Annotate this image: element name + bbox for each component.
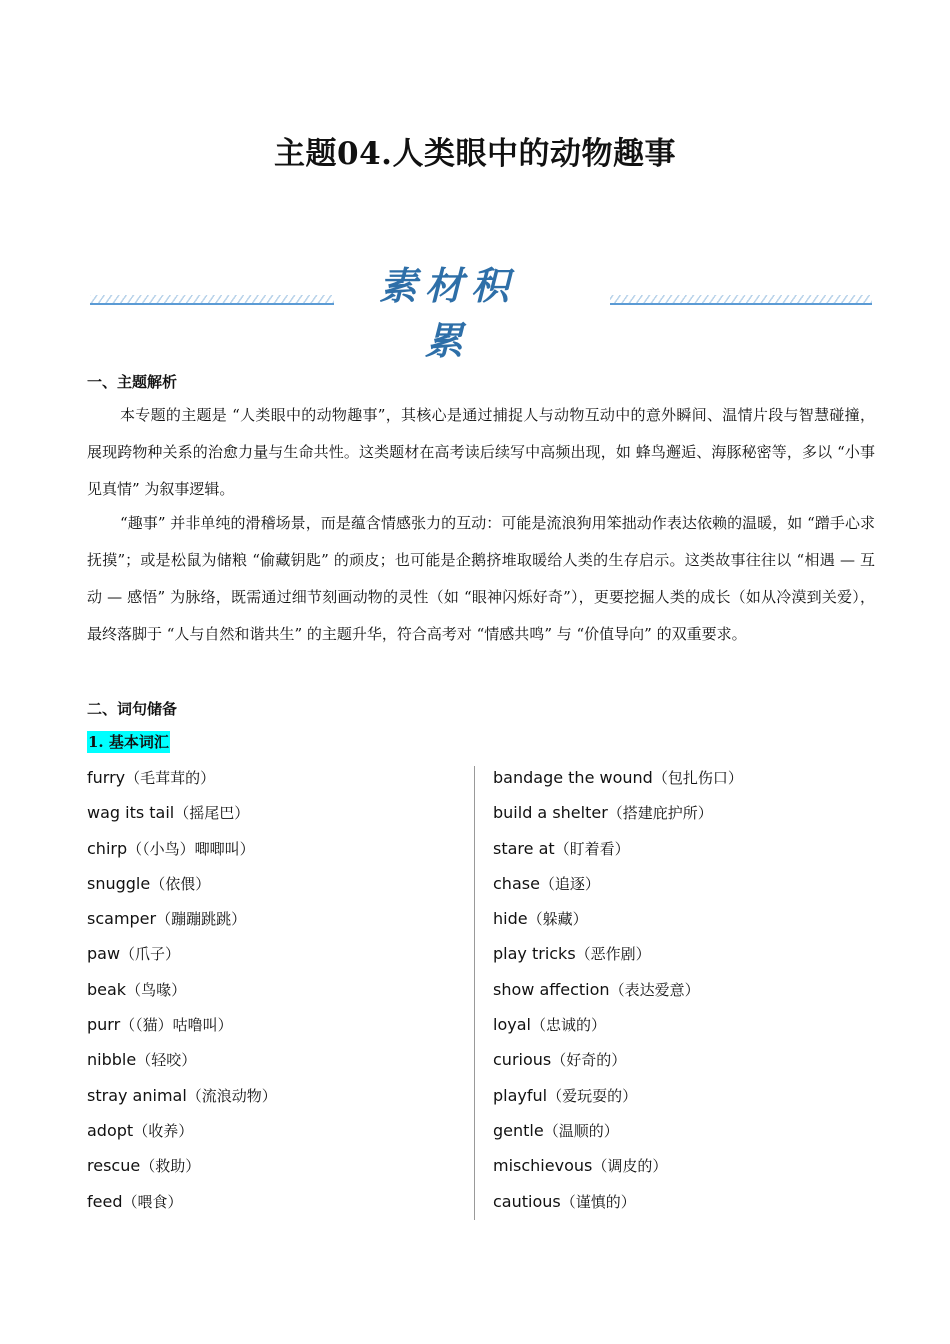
document-title: 主题04.人类眼中的动物趣事	[274, 136, 676, 172]
vocab-english: cautious	[493, 1191, 561, 1211]
vocab-english: build a shelter	[493, 803, 608, 823]
vocab-chinese: （盯着看）	[554, 839, 630, 858]
vocab-item	[493, 866, 743, 901]
vocab-item	[87, 760, 277, 795]
vocab-item	[493, 1148, 743, 1183]
vocab-english: beak	[87, 979, 127, 999]
vocab-item	[87, 936, 277, 971]
vocab-chinese: （追逐）	[539, 874, 600, 893]
vocab-column-left	[87, 760, 277, 1219]
vocab-english: chirp	[87, 838, 128, 858]
vocab-chinese: （轻咬）	[136, 1051, 197, 1070]
vocab-item	[87, 901, 277, 936]
vocab-english: paw	[87, 944, 121, 964]
vocab-chinese: （躲藏）	[527, 910, 588, 929]
vocab-item	[87, 1184, 277, 1219]
vocab-item	[493, 1184, 743, 1219]
vocab-chinese: （（猫）咕噜叫）	[120, 1016, 233, 1035]
banner-decor-right	[610, 295, 872, 305]
vocab-english: feed	[87, 1191, 123, 1211]
vocab-chinese: （恶作剧）	[575, 945, 651, 964]
vocab-item	[87, 1148, 277, 1183]
vocab-english: purr	[87, 1015, 121, 1035]
vocab-chinese: （温顺的）	[543, 1121, 619, 1140]
analysis-paragraph-2: “趣事” 并非单纯的滑稽场景，而是蕴含情感张力的互动：可能是流浪狗用笨拙动作表达依赖的温暖，如 “蹭手心求抚摸”；或是松鼠为储粮 “偷藏钥匙” 的顽皮；也可能是企鹅挤堆取暖给人类的生存启示。这类故事往往以 “相遇 — 互动 — 感悟” 为脉络，既需通过细节刻画动物的灵性（如 “眼神闪烁好奇”），更要挖掘人类的成长（如从冷漠到关爱），最终落脚于 “人与自然和谐共生” 的主题升华，符合高考对 “情感共鸣” 与 “价值导向” 的双重要求。	[87, 514, 875, 643]
vocab-english: furry	[87, 768, 126, 787]
vocab-item	[493, 831, 743, 866]
vocab-english: wag its tail	[87, 803, 175, 823]
vocab-item	[493, 1078, 743, 1113]
vocab-item	[87, 972, 277, 1007]
vocab-english: chase	[493, 873, 540, 893]
vocab-chinese: （依偎）	[150, 874, 211, 893]
vocab-english: stray animal	[87, 1085, 187, 1105]
banner-decor-left	[90, 295, 334, 305]
vocab-chinese: （调皮的）	[592, 1157, 668, 1176]
analysis-paragraph-1: 本专题的主题是 “人类眼中的动物趣事”，其核心是通过捕捉人与动物互动中的意外瞬间、温情片段与智慧碰撞，展现跨物种关系的治愈力量与生命共性。这类题材在高考读后续写中高频出现，如 蜂鸟邂逅、海豚秘密等，多以 “小事见真情” 为叙事逻辑。	[87, 406, 875, 498]
section-banner	[90, 255, 872, 363]
vocab-english: nibble	[87, 1050, 137, 1070]
vocab-chinese: （包扎伤口）	[652, 769, 743, 787]
vocab-english: gentle	[493, 1120, 544, 1140]
vocab-chinese: （表达爱意）	[609, 980, 700, 999]
vocab-chinese: （喂食）	[122, 1192, 183, 1211]
vocab-english: rescue	[87, 1156, 141, 1176]
vocab-chinese: （爱玩耍的）	[547, 1086, 638, 1105]
vocab-chinese: （收养）	[133, 1121, 194, 1140]
vocab-chinese: （摇尾巴）	[174, 804, 250, 823]
vocab-english: bandage the wound	[493, 768, 653, 787]
banner-label: 素材积累	[378, 263, 517, 363]
vocab-english: curious	[493, 1050, 552, 1070]
vocab-item	[493, 1042, 743, 1077]
vocab-english: loyal	[493, 1015, 531, 1035]
vocab-item	[87, 831, 277, 866]
vocab-english: show affection	[493, 979, 610, 999]
vocab-chinese: （流浪动物）	[186, 1086, 277, 1105]
vocab-item	[87, 1007, 277, 1042]
vocab-chinese: （好奇的）	[551, 1051, 627, 1070]
section-heading-analysis: 一、主题解析	[87, 373, 178, 391]
vocab-item	[493, 795, 743, 830]
vocab-item	[87, 866, 277, 901]
vocab-item	[493, 972, 743, 1007]
section-heading-vocabulary: 二、词句储备	[87, 700, 178, 718]
vocab-item	[493, 1007, 743, 1042]
vocab-chinese: （蹦蹦跳跳）	[156, 910, 247, 929]
vocab-item	[87, 1078, 277, 1113]
vocab-english: snuggle	[87, 873, 151, 893]
vocab-chinese: （搭建庇护所）	[607, 804, 713, 823]
vocab-column-right	[493, 760, 743, 1219]
vocab-item	[493, 936, 743, 971]
vocab-item	[493, 1113, 743, 1148]
vocab-chinese: （忠诚的）	[530, 1016, 606, 1035]
vocab-english: playful	[493, 1085, 548, 1105]
vocab-item	[493, 760, 743, 795]
vocab-chinese: （（小鸟）唧唧叫）	[127, 839, 255, 858]
subheading-basic-vocabulary: 1. 基本词汇	[88, 733, 169, 751]
vocab-item	[87, 1113, 277, 1148]
vocab-english: hide	[493, 909, 528, 929]
vocab-item	[87, 795, 277, 830]
vocab-chinese: （鸟喙）	[126, 980, 187, 999]
vocab-english: play tricks	[493, 944, 576, 964]
vocab-english: adopt	[87, 1120, 134, 1140]
vocab-chinese: （谨慎的）	[560, 1192, 636, 1211]
vocab-english: scamper	[87, 909, 157, 929]
column-divider	[474, 766, 475, 1220]
vocab-chinese: （救助）	[140, 1157, 201, 1176]
vocab-chinese: （毛茸茸的）	[125, 769, 216, 787]
vocab-english: stare at	[493, 838, 555, 858]
vocab-item	[87, 1042, 277, 1077]
vocab-chinese: （爪子）	[120, 945, 181, 964]
vocab-item	[493, 901, 743, 936]
vocab-english: mischievous	[493, 1156, 593, 1176]
